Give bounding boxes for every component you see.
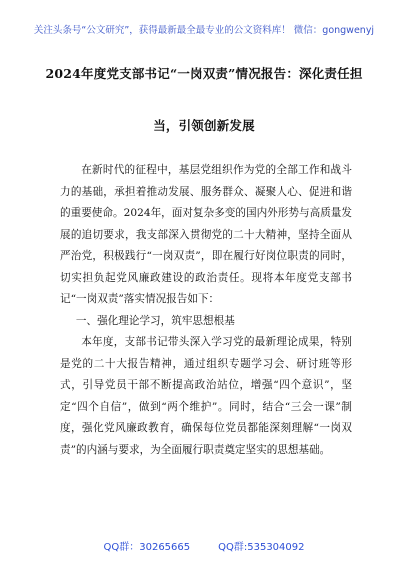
footer-qq-group-2: QQ群:535304092 [218,542,305,553]
document-title-line-2: 当，引领创新发展 [153,118,255,133]
footer-contact [0,538,408,553]
footer-qq-group-1: QQ群：30265665 [103,542,191,553]
intro-paragraph: 在新时代的征程中，基层党组织作为党的全部工作和战斗力的基础，承担着推动发展、服务群众、凝聚人心、促进和谐的重要使命。2024年，面对复杂多变的国内外形势与高质量发展的追切要求，我支部深入贯彻党的二十大精神，坚持全面从严治党，积极践行“一岗双责”，即在履行好岗位职责的同时，切实担负起党风廉政建设的政治责任。现将本年度党支部书记“一岗双责”落实情况报告如下： [60,164,352,305]
header-promo-note: 关注头条号“公文研究”，获得最新最全最专业的公文资料库！ 微信：gongwenyj [33,25,375,36]
document-title-line-1: 2024年度党支部书记“一岗双责”情况报告：深化责任担 [45,66,363,81]
section-1-paragraph: 本年度，支部书记带头深入学习党的最新理论成果，特别是党的二十大报告精神，通过组织专题学习会、研讨班等形式，引导党员干部不断提高政治站位，增强“四个意识”，坚定“四个自信”，做到“两个维护”。同时，结合“三会一课”制度，强化党风廉政教育，确保每位党员都能深刻理解“一岗双责”的内涵与要求，为全面履行职责奠定坚实的思想基础。 [60,336,352,456]
document-body [60,160,352,461]
section-heading-1: 一、强化理论学习，筑牢思想根基 [75,314,235,327]
